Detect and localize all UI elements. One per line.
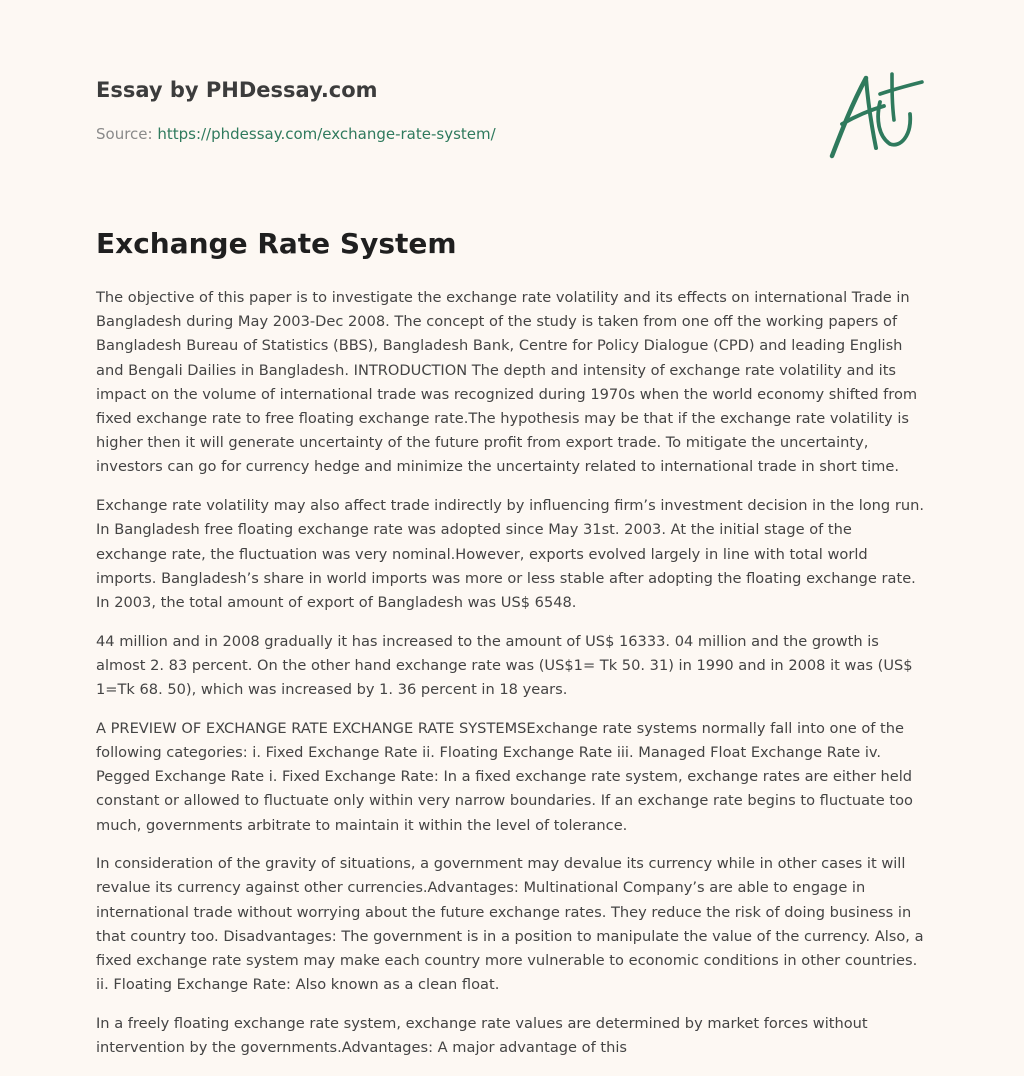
paragraph: 44 million and in 2008 gradually it has increased to the amount of US$ 16333. 04 million and the growth is almost 2. 83 percent. On the other hand exchange rate was (US$1= Tk 50. 31) in 1990 and in 2008 it was (US$ 1=Tk 68. 50), which was increased by 1. 36 percent in 18 years. — [96, 632, 913, 699]
site-brand: Essay by PHDessay.com — [96, 78, 378, 102]
essay-body — [96, 286, 926, 1075]
paragraph: The objective of this paper is to investigate the exchange rate volatility and its effects on international Trade in Bangladesh during May 2003-Dec 2008. The concept of the study is taken from one off the working papers of Bangladesh Bureau of Statistics (BBS), Bangladesh Bank, Centre for Policy Dialogue (CPD) and leading English and Bengali Dailies in Bangladesh. INTRODUCTION The depth and intensity of exchange rate volatility and its impact on the volume of international trade was recognized during 1970s when the world economy shifted from fixed exchange rate to free floating exchange rate.The hypothesis may be that if the exchange rate volatility is higher then it will generate uncertainty of the future profit from export trade. To mitigate the uncertainty, investors can go for currency hedge and minimize the uncertainty related to international trade in short time. — [96, 289, 918, 476]
paragraph: In consideration of the gravity of situations, a government may devalue its currency while in other cases it will revalue its currency against other currencies.Advantages: Multinational Company’s are able to engage in international trade without worrying about the future exchange rates. They reduce the risk of doing business in that country too. Disadvantages: The government is in a position to manipulate the value of the currency. Also, a fixed exchange rate system may make each country more vulnerable to economic conditions in other countries. ii. Floating Exchange Rate: Also known as a clean float. — [96, 855, 924, 994]
paragraph: Exchange rate volatility may also affect trade indirectly by influencing firm’s investment decision in the long run. In Bangladesh free floating exchange rate was adopted since May 31st. 2003. At the initial stage of the exchange rate, the fluctuation was very nominal.However, exports evolved largely in line with total world imports. Bangladesh’s share in world imports was more or less stable after adopting the floating exchange rate. In 2003, the total amount of export of Bangladesh was US$ 6548. — [96, 497, 924, 611]
source-line — [96, 124, 496, 144]
essay-title: Exchange Rate System — [96, 227, 457, 260]
essay-header — [96, 76, 928, 172]
source-label: Source: — [96, 125, 158, 143]
a-plus-logo-icon — [826, 68, 926, 164]
source-link[interactable]: https://phdessay.com/exchange-rate-system/ — [157, 125, 496, 143]
paragraph: A PREVIEW OF EXCHANGE RATE EXCHANGE RATE SYSTEMSExchange rate systems normally fall into one of the following categories: i. Fixed Exchange Rate ii. Floating Exchange Rate iii. Managed Float Exchange Rate iv. Pegged Exchange Rate i. Fixed Exchange Rate: In a fixed exchange rate system, exchange rates are either held constant or allowed to fluctuate only within very narrow boundaries. If an exchange rate begins to fluctuate too much, governments arbitrate to maintain it within the level of tolerance. — [96, 719, 913, 834]
paragraph: In a freely floating exchange rate system, exchange rate values are determined by market forces without intervention by the governments.Advantages: A major advantage of this — [96, 1014, 868, 1057]
